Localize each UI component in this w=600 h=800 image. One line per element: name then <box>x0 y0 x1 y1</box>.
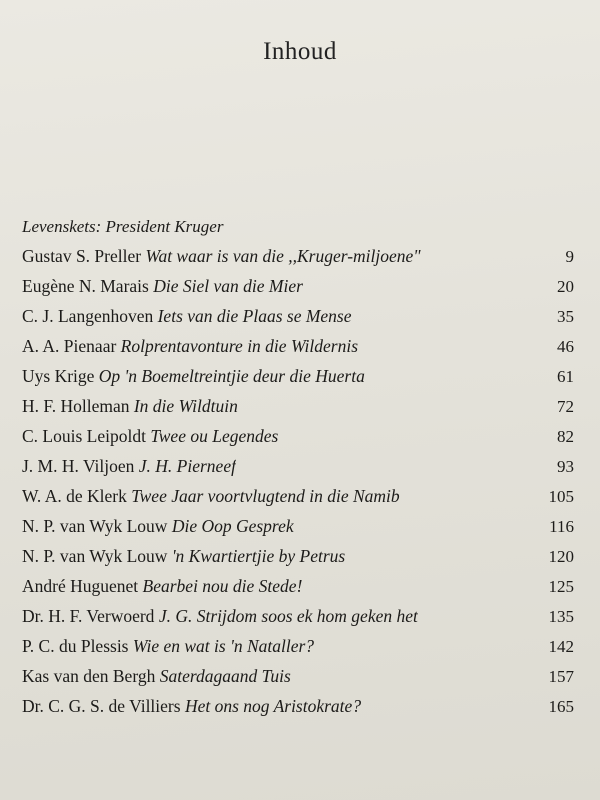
toc-entry <box>22 361 578 391</box>
toc-entry <box>22 691 578 721</box>
toc-intro-entry: Levenskets: President Kruger <box>22 217 224 236</box>
toc-entry-author: Dr. C. G. S. de Villiers <box>22 696 181 716</box>
toc-entry-title: Op 'n Boemeltreintjie deur die Huerta <box>98 366 365 386</box>
toc-entry-text <box>22 481 400 511</box>
toc-entry-author: Dr. H. F. Verwoerd <box>22 606 155 626</box>
toc-entry-page-number: 72 <box>557 397 574 416</box>
toc-entry-text <box>22 241 421 271</box>
toc-entry-page-number: 82 <box>557 427 574 446</box>
toc-entry-text <box>22 301 352 331</box>
toc-entry <box>22 421 578 451</box>
toc-entry-text <box>22 541 345 571</box>
toc-entry <box>22 451 578 481</box>
toc-entry-title: Twee Jaar voortvlugtend in die Namib <box>131 486 400 506</box>
toc-entry-title: Die Siel van die Mier <box>153 276 303 296</box>
toc-entry-text <box>22 361 365 391</box>
toc-entry-text <box>22 331 358 361</box>
toc-entry-author: N. P. van Wyk Louw <box>22 546 168 566</box>
toc-entry-text <box>22 571 302 601</box>
toc-entry-page-number: 125 <box>548 577 574 596</box>
toc-entry-page-number: 35 <box>557 307 574 326</box>
toc-entry-page-number: 165 <box>548 697 574 716</box>
toc-entry-page-number: 157 <box>548 667 574 686</box>
table-of-contents <box>22 213 578 721</box>
toc-entry-page-number: 120 <box>548 547 574 566</box>
toc-entry-author: A. A. Pienaar <box>22 336 117 356</box>
toc-entry-title: Wat waar is van die ,,Kruger-miljoene" <box>145 246 421 266</box>
toc-entry-author: P. C. du Plessis <box>22 636 129 656</box>
toc-entry <box>22 391 578 421</box>
toc-entry-text <box>22 661 291 691</box>
toc-entry-author: André Huguenet <box>22 576 139 596</box>
toc-entry-text <box>22 451 236 481</box>
toc-entry <box>22 481 578 511</box>
toc-entry <box>22 661 578 691</box>
toc-entry-page-number: 61 <box>557 367 574 386</box>
toc-entry-page-number: 46 <box>557 337 574 356</box>
toc-entry-text <box>22 511 294 541</box>
toc-entry-author: C. Louis Leipoldt <box>22 426 146 446</box>
toc-entry-title: Iets van die Plaas se Mense <box>157 306 352 326</box>
toc-entry-page-number: 105 <box>548 487 574 506</box>
toc-entry-title: Saterdagaand Tuis <box>159 666 291 686</box>
toc-entry-author: W. A. de Klerk <box>22 486 127 506</box>
toc-entry <box>22 271 578 301</box>
toc-entry-title: Bearbei nou die Stede! <box>142 576 303 596</box>
toc-entry-title: 'n Kwartiertjie by Petrus <box>171 546 346 566</box>
toc-entry-page-number: 20 <box>557 277 574 296</box>
toc-entry-title: Die Oop Gesprek <box>171 516 294 536</box>
toc-entry-author: N. P. van Wyk Louw <box>22 516 168 536</box>
toc-entry-title: Wie en wat is 'n Nataller? <box>132 636 315 656</box>
toc-entry-page-number: 135 <box>548 607 574 626</box>
toc-entry-title: Het ons nog Aristokrate? <box>184 696 362 716</box>
toc-entry <box>22 511 578 541</box>
toc-entry-author: C. J. Langenhoven <box>22 306 154 326</box>
toc-entry-author: Eugène N. Marais <box>22 276 149 296</box>
toc-entry <box>22 571 578 601</box>
toc-entry-page-number: 116 <box>549 517 574 536</box>
toc-entry <box>22 301 578 331</box>
toc-entry-page-number: 9 <box>565 247 574 266</box>
toc-entry <box>22 541 578 571</box>
toc-entry-text <box>22 391 238 421</box>
toc-entry <box>22 241 578 271</box>
toc-entry-text <box>22 691 361 721</box>
toc-entry-title: Rolprentavonture in die Wildernis <box>120 336 359 356</box>
toc-entries <box>22 241 578 721</box>
toc-entry-author: Kas van den Bergh <box>22 666 156 686</box>
toc-entry-author: J. M. H. Viljoen <box>22 456 135 476</box>
toc-entry <box>22 331 578 361</box>
toc-entry-author: Gustav S. Preller <box>22 246 142 266</box>
toc-entry-title: J. H. Pierneef <box>138 456 236 476</box>
toc-entry-text <box>22 601 418 631</box>
toc-entry-text <box>22 631 314 661</box>
page-title: Inhoud <box>263 38 337 65</box>
toc-entry-page-number: 142 <box>548 637 574 656</box>
toc-entry-title: In die Wildtuin <box>133 396 238 416</box>
toc-entry <box>22 631 578 661</box>
toc-entry-title: J. G. Strijdom soos ek hom geken het <box>158 606 418 626</box>
toc-entry <box>22 601 578 631</box>
toc-entry-author: H. F. Holleman <box>22 396 130 416</box>
toc-entry-title: Twee ou Legendes <box>150 426 279 446</box>
toc-entry-text <box>22 421 278 451</box>
toc-entry-page-number: 93 <box>557 457 574 476</box>
toc-entry-author: Uys Krige <box>22 366 95 386</box>
toc-entry-text <box>22 271 303 301</box>
